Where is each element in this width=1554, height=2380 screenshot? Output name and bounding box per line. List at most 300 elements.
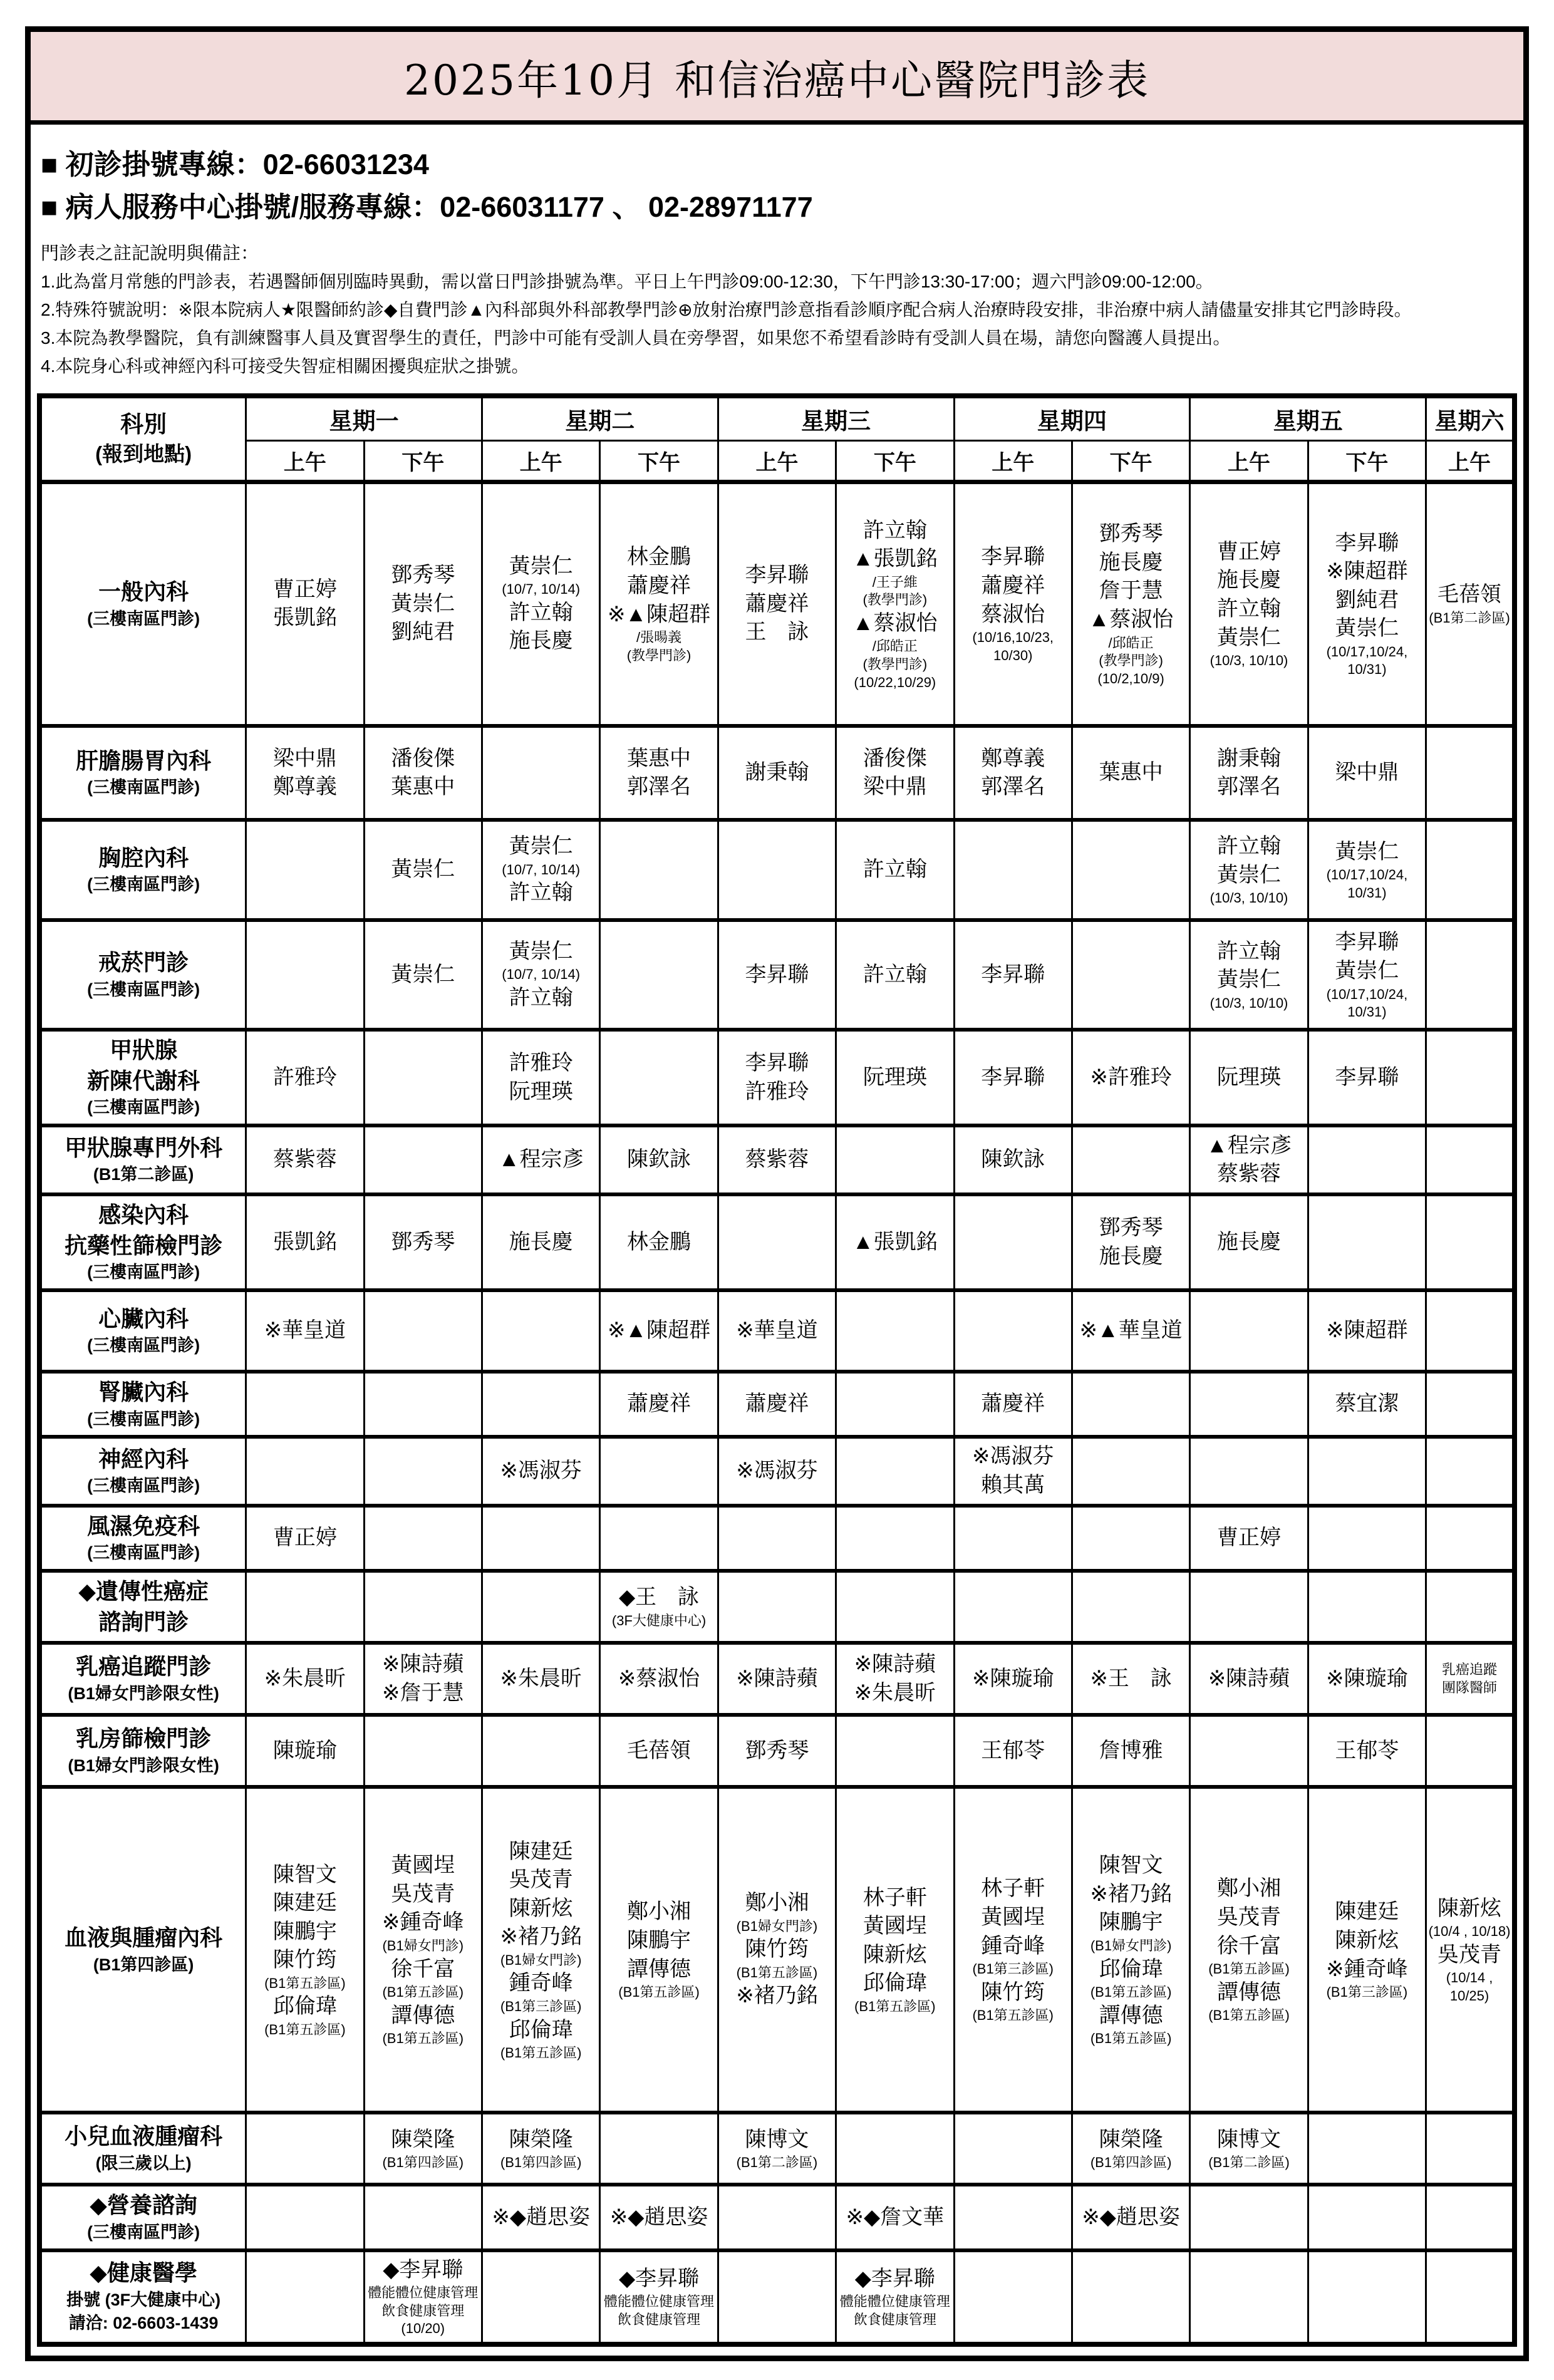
doctor-name: 毛蓓領 — [627, 1738, 692, 1762]
day-header: 星期四 — [954, 396, 1190, 441]
doctor-name: 潘俊傑 — [862, 746, 927, 770]
schedule-cell — [836, 1437, 954, 1505]
doctor-name: 邱倫瑋 — [272, 1994, 337, 2019]
schedule-cell — [1426, 1571, 1515, 1643]
doctor-name: 葉惠中 — [1099, 760, 1163, 785]
cell-note: (B1第五診區) — [382, 1984, 464, 2000]
note-item: 1.此為當月常態的門診表，若遇醫師個別臨時異動，需以當日門診掛號為準。平日上午門診09:00-12:30，下午門診13:30-17:00；週六門診09:00-12:00。 — [41, 272, 1213, 292]
doctor-name: 林金鵬 — [627, 545, 692, 569]
doctor-name: ※鍾奇峰 — [382, 1910, 464, 1935]
slot-header: 上午 — [1426, 440, 1515, 482]
doctor-name: 鄧秀琴 — [391, 563, 455, 587]
doctor-name: 邱倫瑋 — [509, 2017, 573, 2042]
cell-note: (B1第五診區) — [854, 1998, 936, 2014]
cell-note: (B1第五診區) — [972, 2007, 1054, 2024]
cell-note: (10/17,10/24, — [1326, 986, 1408, 1002]
doctor-name: 阮理瑛 — [509, 1079, 573, 1104]
header-row-days-tr — [39, 396, 1515, 441]
cell-note: (教學門診) — [626, 647, 692, 663]
schedule-cell — [600, 920, 718, 1030]
doctor-name: 蕭慶祥 — [745, 591, 809, 616]
schedule-cell — [718, 1715, 836, 1787]
cell-note: /邱皓正 — [1108, 634, 1154, 651]
dept-cell — [39, 726, 246, 820]
cell-note: (10/7, 10/14) — [502, 861, 581, 877]
doctor-name: 李昇聯 — [981, 1065, 1045, 1089]
schedule-cell — [246, 1437, 364, 1505]
schedule-cell — [718, 1372, 836, 1437]
doctor-name: 李昇聯 — [745, 962, 809, 986]
cell-note: (B1第三診區) — [500, 1998, 582, 2014]
dept-cell — [39, 1643, 246, 1715]
doctor-name: ◆李昇聯 — [854, 2266, 935, 2290]
doctor-name: 許雅玲 — [745, 1079, 809, 1104]
dept-cell — [39, 2113, 246, 2185]
schedule-cell — [1190, 482, 1308, 726]
dept-cell — [39, 920, 246, 1030]
schedule-cell — [1072, 1194, 1189, 1290]
cell-note: (B1第三診區) — [972, 1961, 1054, 1977]
schedule-cell — [482, 2250, 599, 2344]
dept-location: (B1婦女門診限女性) — [68, 1684, 219, 1703]
doctor-name: 陳榮隆 — [1099, 2127, 1163, 2151]
doctor-name: ※王 詠 — [1090, 1666, 1172, 1690]
doctor-name: 李昇聯 — [981, 962, 1045, 986]
schedule-cell — [1308, 2250, 1426, 2344]
doctor-name: ※陳詩蘋 — [382, 1652, 464, 1677]
corner-subtitle: (報到地點) — [95, 442, 192, 466]
doctor-name: 鄧秀琴 — [1099, 1216, 1163, 1239]
schedule-cell — [718, 1506, 836, 1571]
doctor-name: ※華皇道 — [264, 1318, 346, 1343]
schedule-cell — [1072, 1030, 1189, 1125]
doctor-name: ※鍾奇峰 — [1326, 1957, 1408, 1981]
cell-note: (B1第五診區) — [264, 2021, 346, 2037]
schedule-cell — [246, 1125, 364, 1194]
cell-note: (B1第二診區) — [736, 2155, 818, 2171]
cell-note: 體能體位健康管理 — [839, 2294, 950, 2310]
slot-header: 下午 — [600, 440, 718, 482]
doctor-name: 徐千富 — [391, 1957, 455, 1981]
doctor-name: ※褚乃銘 — [500, 1925, 582, 1949]
doctor-name: 許雅玲 — [509, 1051, 573, 1075]
schedule-cell — [246, 2113, 364, 2185]
schedule-cell — [1072, 1506, 1189, 1571]
dept-location: (三樓南區門診) — [87, 1098, 200, 1117]
doctor-name: 許立翰 — [509, 985, 573, 1010]
schedule-cell — [246, 1715, 364, 1787]
schedule-cell — [1190, 1787, 1308, 2113]
schedule-cell — [718, 1787, 836, 2113]
doctor-name: 許立翰 — [862, 962, 927, 986]
cell-note: (10/3, 10/10) — [1210, 890, 1288, 906]
day-header: 星期二 — [482, 396, 718, 441]
table-row — [39, 820, 1515, 920]
dept-cell — [39, 1715, 246, 1787]
schedule-cell — [364, 1194, 482, 1290]
document-frame — [25, 26, 1529, 2361]
schedule-cell — [1190, 1290, 1308, 1372]
dept-name: ◆健康醫學 — [90, 2260, 197, 2286]
note-item: 3.本院為教學醫院，負有訓練醫事人員及實習學生的責任，門診中可能有受訓人員在旁學習，如果您不希望看診時有受訓人員在場，請您向醫護人員提出。 — [41, 328, 1231, 348]
schedule-cell — [836, 726, 954, 820]
schedule-cell — [836, 1571, 954, 1643]
schedule-cell — [1426, 1372, 1515, 1437]
doctor-name: 曹正婷 — [1217, 539, 1281, 564]
schedule-cell — [1190, 2113, 1308, 2185]
schedule-cell — [1190, 2185, 1308, 2250]
schedule-cell — [718, 726, 836, 820]
table-row — [39, 1787, 1515, 2113]
doctor-name: ▲張凱銘 — [852, 1229, 938, 1254]
schedule-cell — [482, 1506, 599, 1571]
cell-note: (教學門診) — [1099, 653, 1163, 669]
schedule-cell — [1072, 1372, 1189, 1437]
doctor-name: 蔡淑怡 — [981, 602, 1045, 626]
doctor-name: 陳榮隆 — [509, 2127, 573, 2151]
schedule-cell — [1308, 1030, 1426, 1125]
doctor-name: 施長慶 — [509, 629, 573, 653]
schedule-cell — [364, 1787, 482, 2113]
doctor-name: 黃崇仁 — [391, 591, 455, 616]
schedule-cell — [246, 1506, 364, 1571]
cell-note: 體能體位健康管理 — [368, 2285, 479, 2301]
dept-name: 風濕免疫科 — [87, 1513, 200, 1539]
doctor-name: ※朱晨昕 — [500, 1666, 582, 1690]
doctor-name: 許立翰 — [862, 857, 927, 882]
cell-note: (B1第五診區) — [264, 1975, 346, 1991]
schedule-cell — [1426, 820, 1515, 920]
doctor-name: 黃崇仁 — [1335, 839, 1399, 864]
cell-note: (10/17,10/24, — [1326, 867, 1408, 883]
schedule-cell — [836, 1194, 954, 1290]
doctor-name: 黃崇仁 — [391, 962, 455, 986]
doctor-name: ※陳璇瑜 — [971, 1666, 1054, 1690]
schedule-cell — [364, 1506, 482, 1571]
doctor-name: 陳竹筠 — [272, 1948, 337, 1972]
dept-name: ◆遺傳性癌症 — [78, 1578, 209, 1604]
cell-note: (10/16,10/23, — [972, 629, 1054, 646]
schedule-cell — [1308, 1372, 1426, 1437]
schedule-cell — [482, 1372, 599, 1437]
doctor-name: 黃崇仁 — [509, 939, 573, 963]
schedule-cell — [836, 1125, 954, 1194]
schedule-cell — [836, 1372, 954, 1437]
doctor-name: 譚傳德 — [1099, 2003, 1163, 2027]
dept-location: (三樓南區門診) — [87, 1263, 200, 1282]
table-row — [39, 2250, 1515, 2344]
cell-note: (B1第五診區) — [1090, 1984, 1172, 2000]
doctor-name: 陳建廷 — [1335, 1900, 1399, 1924]
dept-location: (三樓南區門診) — [87, 1409, 200, 1429]
dept-location: 請洽: 02-6603-1439 — [68, 2314, 219, 2333]
schedule-cell — [1426, 1715, 1515, 1787]
schedule-cell — [1190, 1372, 1308, 1437]
doctor-name: 許立翰 — [1217, 597, 1281, 621]
doctor-name: 王郁苓 — [1335, 1738, 1399, 1762]
schedule-cell — [482, 482, 599, 726]
doctor-name: 劉純君 — [1335, 587, 1399, 612]
dept-cell — [39, 1437, 246, 1505]
schedule-cell — [1426, 482, 1515, 726]
dept-cell — [39, 482, 246, 726]
schedule-cell — [718, 820, 836, 920]
table-row — [39, 726, 1515, 820]
cell-note: (3F大健康中心) — [611, 1612, 707, 1628]
schedule-cell — [600, 2185, 718, 2250]
schedule-cell — [1190, 726, 1308, 820]
doctor-name: 陳建廷 — [509, 1839, 573, 1863]
schedule-cell — [1072, 1715, 1189, 1787]
doctor-name: 施長慶 — [1099, 1244, 1163, 1268]
doctor-name: 陳新炫 — [509, 1896, 573, 1920]
doctor-name: 蕭慶祥 — [981, 1392, 1045, 1416]
dept-location: 掛號 (3F大健康中心) — [66, 2290, 221, 2309]
doctor-name: 曹正婷 — [272, 1525, 337, 1550]
doctor-name: 陳智文 — [272, 1862, 337, 1886]
schedule-cell — [600, 1125, 718, 1194]
dept-name: 心臟內科 — [98, 1305, 189, 1332]
cell-note: 團隊醫師 — [1442, 1679, 1498, 1695]
cell-note: 飲食健康管理 — [853, 2311, 936, 2327]
schedule-cell — [718, 1571, 836, 1643]
doctor-name: ※馮淑芬 — [500, 1459, 582, 1483]
doctor-name: 王 詠 — [745, 620, 809, 644]
doctor-name: 賴其萬 — [981, 1472, 1045, 1497]
cell-note: (B1第五診區) — [1090, 2031, 1172, 2047]
doctor-name: 鄧秀琴 — [745, 1738, 809, 1762]
schedule-cell — [718, 920, 836, 1030]
schedule-cell — [954, 1715, 1072, 1787]
schedule-cell — [718, 2113, 836, 2185]
cell-note: (教學門診) — [862, 592, 928, 608]
schedule-cell — [246, 1194, 364, 1290]
schedule-cell — [1190, 2250, 1308, 2344]
doctor-name: 劉純君 — [391, 620, 455, 644]
schedule-cell — [482, 1715, 599, 1787]
cell-note: (B1婦女門診) — [736, 1918, 818, 1934]
schedule-cell — [246, 1787, 364, 2113]
cell-note: 10/31) — [1347, 661, 1387, 678]
schedule-cell — [1072, 2250, 1189, 2344]
schedule-cell — [364, 1030, 482, 1125]
schedule-cell — [1308, 1571, 1426, 1643]
day-header: 星期六 — [1426, 396, 1515, 441]
dept-location: (限三歲以上) — [95, 2154, 192, 2173]
schedule-cell — [954, 1125, 1072, 1194]
doctor-name: 梁中鼎 — [862, 775, 927, 799]
page-title: 2025年10月 和信治癌中心醫院門診表 — [31, 32, 1523, 125]
schedule-cell — [1190, 1194, 1308, 1290]
schedule-cell — [482, 920, 599, 1030]
schedule-cell — [246, 2185, 364, 2250]
cell-note: (B1第五診區) — [1208, 1961, 1290, 1977]
cell-note: (10/2,10/9) — [1097, 670, 1164, 686]
slot-header: 下午 — [1072, 440, 1189, 482]
cell-note: (B1第五診區) — [500, 2045, 582, 2061]
schedule-cell — [954, 482, 1072, 726]
doctor-name: 吳茂青 — [509, 1868, 573, 1892]
cell-note: (B1第二診區) — [1429, 609, 1510, 626]
schedule-cell — [1072, 820, 1189, 920]
cell-note: 體能體位健康管理 — [604, 2294, 715, 2310]
schedule-cell — [1308, 2113, 1426, 2185]
cell-note: 飲食健康管理 — [381, 2302, 465, 2319]
cell-note: 10/30) — [993, 647, 1033, 663]
schedule-cell — [718, 1194, 836, 1290]
doctor-name: 李昇聯 — [745, 563, 809, 587]
note-item: 2.特殊符號說明：※限本院病人★限醫師約診◆自費門診▲內科部與外科部教學門診⊕放射治療門診意指看診順序配合病人治療時段安排，非治療中病人請儘量安排其它門診時段。 — [41, 300, 1412, 320]
doctor-name: 陳竹筠 — [981, 1980, 1045, 2004]
schedule-cell — [482, 2185, 599, 2250]
schedule-cell — [718, 1290, 836, 1372]
doctor-name: ※陳詩蘋 — [854, 1652, 936, 1677]
schedule-cell — [482, 726, 599, 820]
dept-location: (B1第二診區) — [93, 1165, 194, 1184]
dept-cell — [39, 2185, 246, 2250]
schedule-cell — [1190, 1571, 1308, 1643]
schedule-cell — [246, 1030, 364, 1125]
doctor-name: 李昇聯 — [745, 1051, 809, 1075]
dept-location: (三樓南區門診) — [87, 1476, 200, 1496]
table-row — [39, 1506, 1515, 1571]
dept-name: ◆營養諮詢 — [90, 2192, 197, 2218]
doctor-name: ※許雅玲 — [1090, 1065, 1172, 1089]
schedule-cell — [600, 2113, 718, 2185]
schedule-cell — [600, 1571, 718, 1643]
schedule-cell — [836, 2113, 954, 2185]
doctor-name: 施長慶 — [1099, 550, 1163, 574]
doctor-name: 黃國埕 — [391, 1853, 455, 1878]
cell-note: (10/3, 10/10) — [1210, 995, 1288, 1011]
dept-location: (三樓南區門診) — [87, 609, 200, 628]
schedule-cell — [954, 1030, 1072, 1125]
doctor-name: 陳欽詠 — [981, 1147, 1045, 1172]
doctor-name: 陳新炫 — [862, 1942, 927, 1967]
doctor-name: 邱倫瑋 — [1099, 1957, 1163, 1981]
notes-heading: 門診表之註記說明與備註： — [41, 244, 259, 264]
schedule-cell — [718, 2185, 836, 2250]
doctor-name: 許立翰 — [509, 881, 573, 905]
table-row — [39, 920, 1515, 1030]
schedule-cell — [1426, 1290, 1515, 1372]
dept-name: 新陳代謝科 — [87, 1067, 200, 1094]
schedule-cell — [482, 1125, 599, 1194]
hotline-service-center: ■ 病人服務中心掛號/服務專線：02-66031177 、 02-28971177 — [41, 190, 813, 223]
header-row-slots-tr — [39, 440, 1515, 482]
doctor-name: ※▲華皇道 — [1079, 1318, 1183, 1343]
schedule-cell — [1190, 1437, 1308, 1505]
dept-name: 甲狀腺 — [110, 1037, 178, 1063]
dept-name: 甲狀腺專門外科 — [65, 1134, 223, 1161]
schedule-cell — [836, 1030, 954, 1125]
doctor-name: 葉惠中 — [391, 775, 455, 799]
schedule-cell — [718, 1643, 836, 1715]
slot-header: 下午 — [364, 440, 482, 482]
cell-note: (B1第五診區) — [382, 2031, 464, 2047]
schedule-cell — [364, 1571, 482, 1643]
dept-name: 血液與腫瘤內科 — [65, 1924, 223, 1950]
schedule-cell — [718, 1030, 836, 1125]
slot-header: 上午 — [482, 440, 599, 482]
doctor-name: ※馮淑芬 — [971, 1444, 1054, 1469]
doctor-name: 譚傳德 — [391, 2003, 455, 2027]
dept-name: 一般內科 — [98, 579, 189, 605]
schedule-cell — [364, 1643, 482, 1715]
notes-section — [37, 230, 1517, 392]
doctor-name: 王郁苓 — [981, 1738, 1045, 1762]
schedule-cell — [1308, 920, 1426, 1030]
schedule-cell — [1308, 1643, 1426, 1715]
cell-note: (10/14 , 10/25) — [1446, 1970, 1493, 2004]
schedule-cell — [482, 1194, 599, 1290]
schedule-cell — [600, 1437, 718, 1505]
doctor-name: 鄧秀琴 — [1099, 522, 1163, 546]
cell-note: (10/7, 10/14) — [502, 966, 581, 983]
schedule-cell — [600, 482, 718, 726]
doctor-name: 李昇聯 — [1335, 1065, 1399, 1089]
schedule-cell — [246, 2250, 364, 2344]
schedule-cell — [246, 1290, 364, 1372]
schedule-cell — [954, 2113, 1072, 2185]
schedule-cell — [482, 2113, 599, 2185]
schedule-cell — [1308, 1125, 1426, 1194]
schedule-cell — [1426, 920, 1515, 1030]
day-header: 星期三 — [718, 396, 954, 441]
schedule-cell — [1308, 2185, 1426, 2250]
schedule-cell — [600, 2250, 718, 2344]
doctor-name: 陳竹筠 — [745, 1937, 809, 1962]
cell-note: 乳癌追蹤 — [1442, 1662, 1498, 1678]
schedule-cell — [1072, 1125, 1189, 1194]
dept-cell — [39, 1571, 246, 1643]
schedule-cell — [1072, 1571, 1189, 1643]
schedule-cell — [364, 1372, 482, 1437]
cell-note: (10/17,10/24, — [1326, 643, 1408, 660]
doctor-name: ※蔡淑怡 — [618, 1666, 700, 1690]
schedule-cell — [836, 920, 954, 1030]
cell-note: /張暘義 — [636, 629, 682, 646]
dept-name: 諮詢門診 — [98, 1608, 189, 1635]
doctor-name: 鄭小湘 — [627, 1900, 692, 1924]
dept-name: 腎臟內科 — [98, 1379, 189, 1405]
schedule-cell — [482, 1643, 599, 1715]
schedule-cell — [1072, 726, 1189, 820]
doctor-name: 蕭慶祥 — [627, 573, 692, 598]
dept-location: (B1第四診區) — [93, 1955, 194, 1974]
schedule-cell — [1308, 1437, 1426, 1505]
doctor-name: 林子軒 — [981, 1876, 1045, 1901]
doctor-name: 許立翰 — [1217, 939, 1281, 963]
doctor-name: ※陳詩蘋 — [736, 1666, 818, 1690]
doctor-name: 施長慶 — [1217, 1229, 1281, 1254]
doctor-name: 曹正婷 — [1217, 1525, 1281, 1550]
doctor-name: 陳鵬宇 — [272, 1919, 337, 1943]
doctor-name: 鍾奇峰 — [509, 1971, 573, 1995]
schedule-cell — [600, 1787, 718, 2113]
doctor-name: ※◆趙思姿 — [492, 2205, 590, 2229]
doctor-name: 阮理瑛 — [862, 1065, 927, 1089]
doctor-name: 蔡宜潔 — [1335, 1392, 1399, 1416]
doctor-name: ▲程宗彥 — [1206, 1133, 1292, 1157]
cell-note: (10/3, 10/10) — [1210, 653, 1288, 669]
note-item: 4.本院身心科或神經內科可接受失智症相關困擾與症狀之掛號。 — [41, 356, 529, 376]
cell-note: 10/31) — [1347, 884, 1387, 901]
doctor-name: ◆李昇聯 — [618, 2266, 700, 2290]
schedule-cell — [1190, 1030, 1308, 1125]
schedule-cell — [364, 820, 482, 920]
schedule-cell — [246, 1372, 364, 1437]
